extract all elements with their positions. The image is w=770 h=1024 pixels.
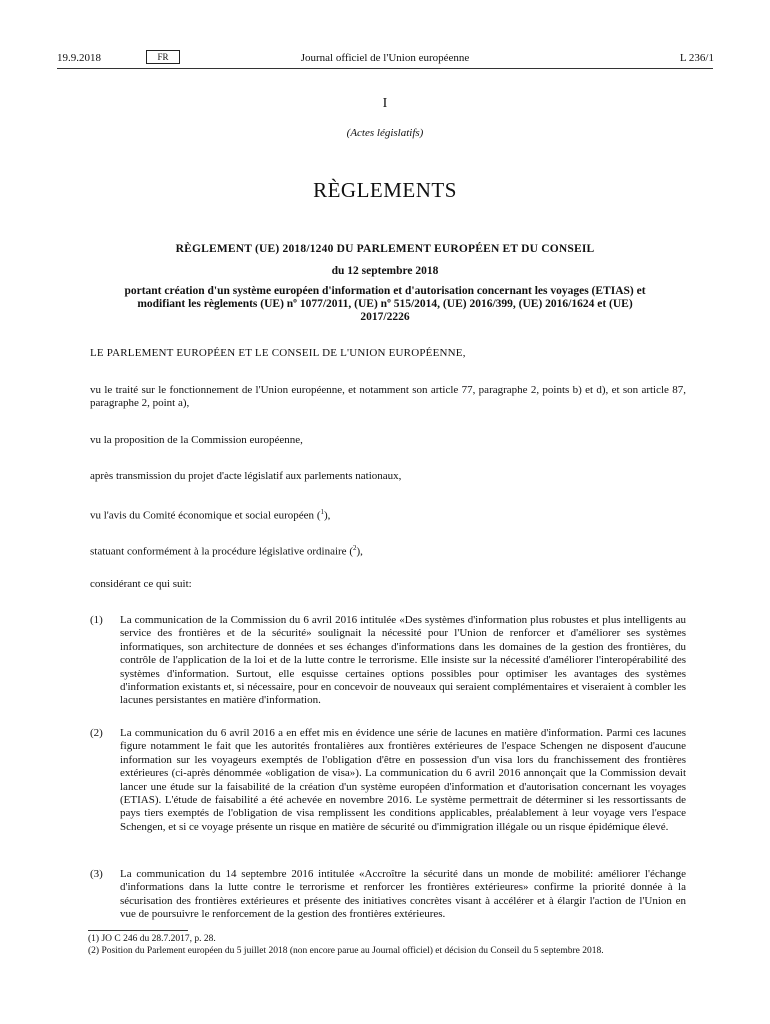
citation-transmission: après transmission du projet d'acte législatif aux parlements nationaux, <box>90 470 402 482</box>
recital-number: (3) <box>90 868 103 880</box>
section-title: RÈGLEMENTS <box>313 178 457 202</box>
authors-line: LE PARLEMENT EUROPÉEN ET LE CONSEIL DE L'UNION EUROPÉENNE, <box>90 347 466 359</box>
citation-proposal: vu la proposition de la Commission européenne, <box>90 434 303 446</box>
acts-category: (Actes législatifs) <box>346 127 424 139</box>
footnote-number: (2) <box>88 946 100 956</box>
citation-opinion: vu l'avis du Comité économique et social européen ($^1$), <box>90 508 331 522</box>
citation-opinion-text: vu l'avis du Comité économique et social européen <box>90 509 315 522</box>
regulation-subtitle: portant création d'un système européen d'information et d'autorisation concernant les voyages (ETIAS) et modifiant les règlements (UE) nº 1077/2011, (UE) nº 515/2014, (UE) 2016/399, (UE) 2016/1624 et (UE) 2017/2226 <box>124 285 646 323</box>
recital-text: La communication du 14 septembre 2016 intitulée «Accroître la sécurité dans un monde de mobilité: améliorer l'échange d'informations dans la lutte contre le terrorisme et renforcer les frontières extérieures» confirme la priorité donnée à la sécurisation des frontières extérieures et présente des initiatives concrètes visant à accélérer et à élargir l'action de l'Union en vue de poursuivre le renforcement de la gestion des frontières extérieures. <box>120 868 686 921</box>
footnote-rule <box>88 930 188 931</box>
recital-text: La communication du 6 avril 2016 a en effet mis en évidence une série de lacunes en matière d'information. Parmi ces lacunes figure notamment le fait que les autorités frontalières aux frontières extérieures de l'espace Schengen ne disposent d'aucune information sur les voyageurs exemptés de l'obligation d'être en possession d'un visa lors du franchissement des frontières extérieures (ci-après dénommée «obligation de visa»). La communication du 6 avril 2016 annonçait que la Commission devait lancer une étude sur la faisabilité de la création d'un système européen d'information et d'autorisation concernant les voyages (ETIAS). L'étude de faisabilité a été achevée en novembre 2016. Le système permettrait de déterminer si les ressortissants de pays tiers exemptés de l'obligation de visa remplissent les conditions applicables, préalablement à leur voyage vers l'espace Schengen, et si ce voyage présente un risque en matière de sécurité ou d'immigration illégale ou un risque épidémique élevé. <box>120 727 686 833</box>
regulation-title: RÈGLEMENT (UE) 2018/1240 DU PARLEMENT EUROPÉEN ET DU CONSEIL <box>175 243 595 255</box>
footnote-2 <box>88 945 698 957</box>
punct: , <box>360 545 363 558</box>
citation-procedure-text: statuant conformément à la procédure législative ordinaire <box>90 545 347 558</box>
publication-date: 19.9.2018 <box>57 52 101 64</box>
page-reference: L 236/1 <box>679 52 714 64</box>
footnote-1 <box>88 933 698 945</box>
footnote-text: Position du Parlement européen du 5 juillet 2018 (non encore parue au Journal officiel) et décision du Conseil du 5 septembre 2018. <box>101 946 604 956</box>
footnote-text: JO C 246 du 28.7.2017, p. 28. <box>101 934 216 944</box>
whereas-intro: considérant ce qui suit: <box>90 578 192 590</box>
punct: , <box>327 509 331 522</box>
regulation-date: du 12 septembre 2018 <box>331 265 439 277</box>
recital-number: (1) <box>90 614 103 626</box>
citation-procedure: statuant conformément à la procédure législative ordinaire ($^2$), <box>90 544 363 558</box>
journal-title: Journal officiel de l'Union européenne <box>300 52 470 64</box>
citation-treaty: vu le traité sur le fonctionnement de l'Union européenne, et notamment son article 77, paragraphe 2, points b) et d), et son article 87, paragraphe 2, point a), <box>90 384 686 410</box>
recital-number: (2) <box>90 727 103 739</box>
footnote-ref-2[interactable]: 2 <box>352 544 357 552</box>
footnote-ref-1[interactable]: 1 <box>320 508 324 516</box>
footnote-number: (1) <box>88 934 100 944</box>
recital-text: La communication de la Commission du 6 avril 2016 intitulée «Des systèmes d'information plus robustes et plus intelligents au service des frontières et de la sécurité» soulignait la nécessité pour l'Union de renforcer et d'améliorer ses systèmes informatiques, son architecture de données et ses échanges d'informations dans les domaines de la gestion des frontières, du contrôle de l'application de la loi et de la lutte contre le terrorisme. Elle insiste sur la nécessité d'améliorer l'interopérabilité des systèmes d'information. Surtout, elle esquisse certaines options possibles pour optimiser les avantages des systèmes d'information existants et, si nécessaire, pour en concevoir de nouveaux qui seraient complémentaires et viseraient à combler les lacunes persistantes en matière d'information. <box>120 614 686 707</box>
header-rule <box>57 68 713 69</box>
part-number: I <box>382 96 388 111</box>
language-badge: FR <box>146 50 180 64</box>
